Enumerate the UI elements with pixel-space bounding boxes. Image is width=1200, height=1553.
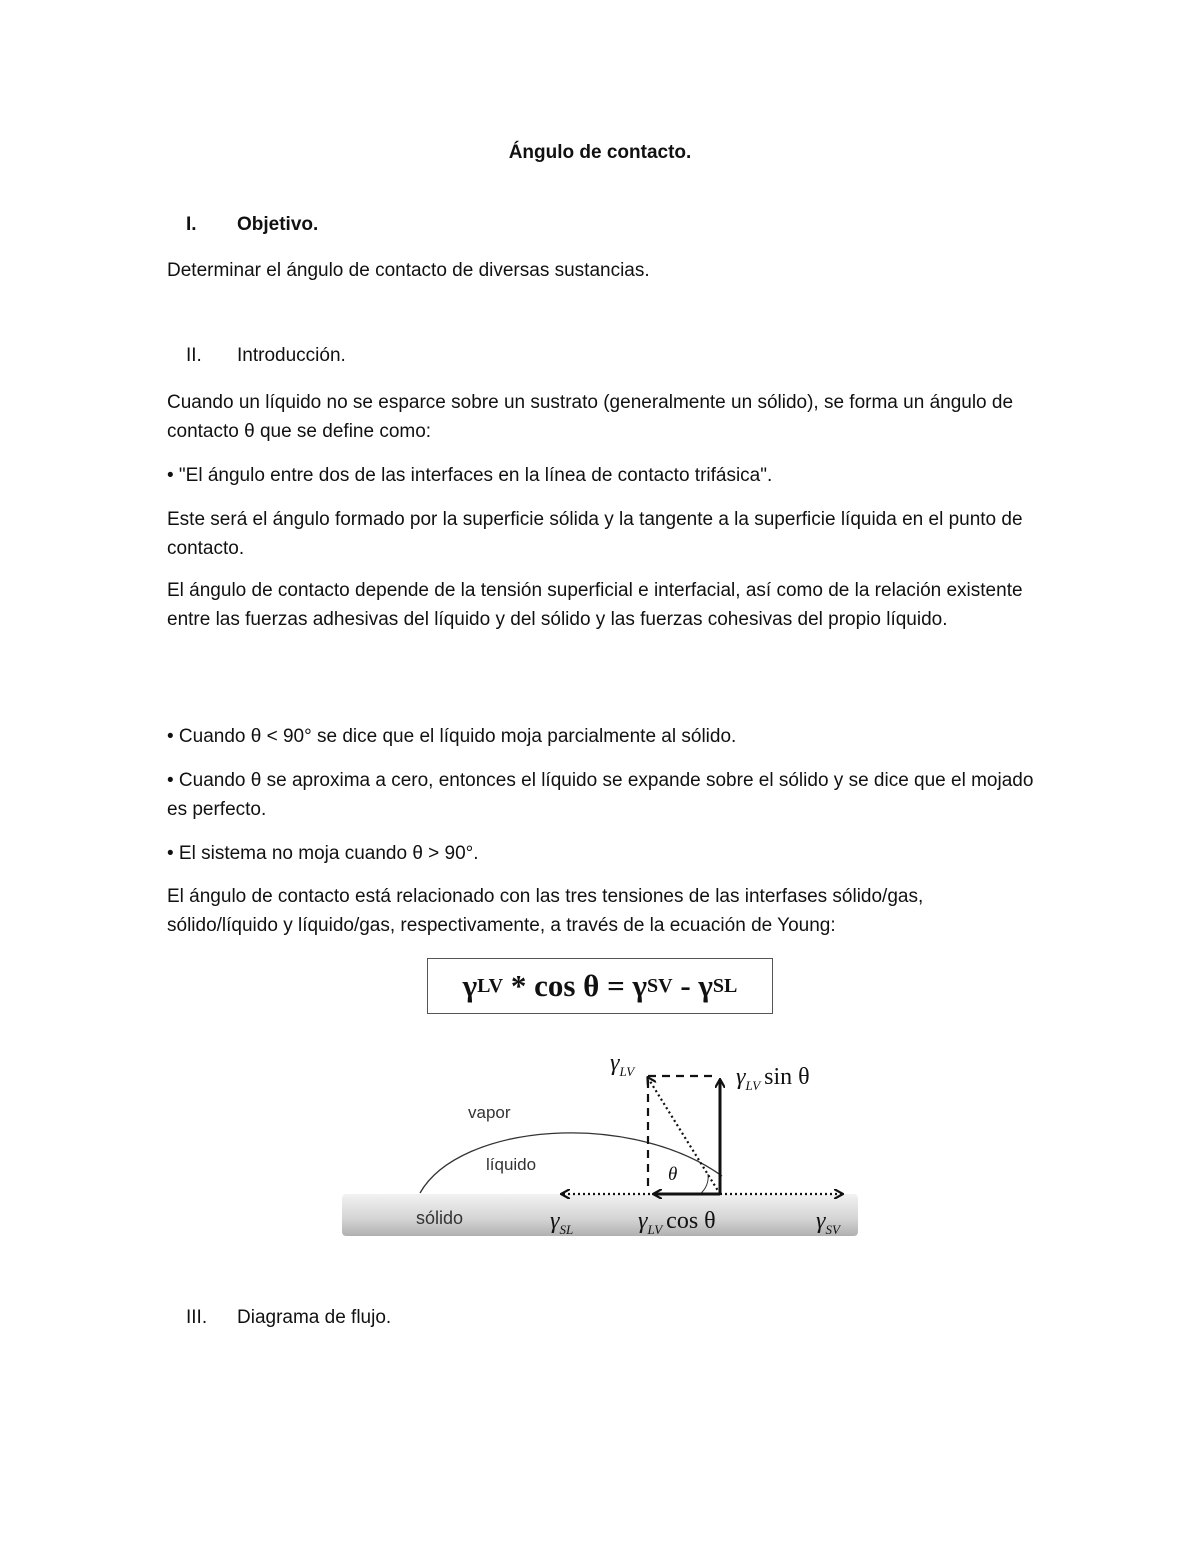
eq-sub-sv: SV: [647, 974, 673, 997]
gamma-subscript: LV: [619, 1064, 635, 1079]
gamma-symbol: γ: [816, 1208, 826, 1234]
arrow-gamma-lv: [648, 1078, 720, 1194]
section-heading-introduccion: [186, 345, 346, 367]
label-gamma-lv-top: [610, 1050, 636, 1079]
section-label: Diagrama de flujo.: [237, 1307, 392, 1328]
eq-gamma: γ: [632, 968, 647, 1003]
label-gamma-lv-sin: [736, 1064, 810, 1093]
eq-middle: * cos θ =: [503, 968, 633, 1003]
label-theta: θ: [668, 1164, 678, 1185]
objective-text: Determinar el ángulo de contacto de diversas sustancias.: [167, 260, 650, 281]
eq-sub-lv: LV: [477, 974, 504, 997]
eq-gamma: γ: [462, 968, 478, 1003]
label-liquido: líquido: [486, 1155, 537, 1174]
label-solido: sólido: [416, 1208, 464, 1228]
section-label: Introducción.: [237, 345, 346, 366]
intro-paragraph-3: El ángulo de contacto depende de la tensión superficial e interfacial, así como de la relación existente entre las fuerzas adhesivas del líquido y del sólido y las fuerzas cohesivas del propio líquido.: [167, 580, 1023, 630]
gamma-subscript: LV: [647, 1222, 663, 1237]
section-heading-diagrama: [186, 1307, 391, 1329]
label-vapor: vapor: [468, 1103, 511, 1122]
gamma-subscript: SV: [825, 1222, 840, 1237]
section-number: II.: [186, 345, 202, 366]
angle-arc: [700, 1174, 708, 1194]
gamma-symbol: γ: [638, 1208, 648, 1234]
contact-angle-diagram: [330, 1038, 870, 1248]
gamma-symbol: γ: [550, 1208, 560, 1234]
intro-bullet-4: • El sistema no moja cuando θ > 90°.: [167, 843, 479, 864]
intro-paragraph-2: Este será el ángulo formado por la superficie sólida y la tangente a la superficie líquida en el punto de contacto.: [167, 509, 1023, 559]
page-title: Ángulo de contacto.: [508, 142, 692, 163]
intro-bullet-1: • "El ángulo entre dos de las interfaces en la línea de contacto trifásica".: [167, 465, 773, 486]
intro-bullet-2: • Cuando θ < 90° se dice que el líquido moja parcialmente al sólido.: [167, 726, 737, 747]
gamma-subscript: SL: [559, 1222, 574, 1237]
section-heading-objetivo: [186, 214, 318, 236]
cos-text: cos θ: [666, 1208, 716, 1234]
sin-text: sin θ: [764, 1064, 810, 1090]
gamma-symbol: γ: [736, 1064, 746, 1090]
intro-bullet-3: • Cuando θ se aproxima a cero, entonces el líquido se expande sobre el sólido y se dice que el mojado es perfecto.: [167, 770, 1034, 820]
section-number: III.: [186, 1307, 208, 1328]
eq-gamma: γ: [698, 968, 713, 1003]
section-label: Objetivo.: [237, 214, 319, 235]
intro-paragraph-4: El ángulo de contacto está relacionado con las tres tensiones de las interfases sólido/gas, sólido/líquido y líquido/gas, respectivamente, a través de la ecuación de Young:: [167, 886, 924, 936]
gamma-symbol: γ: [610, 1050, 620, 1076]
eq-minus: -: [672, 968, 699, 1003]
section-number: I.: [186, 214, 197, 235]
intro-paragraph-1: Cuando un líquido no se esparce sobre un sustrato (generalmente un sólido), se forma un ángulo de contacto θ que se define como:: [167, 392, 1014, 442]
gamma-subscript: LV: [745, 1078, 761, 1093]
young-equation: [427, 958, 773, 1014]
eq-sub-sl: SL: [712, 974, 738, 997]
